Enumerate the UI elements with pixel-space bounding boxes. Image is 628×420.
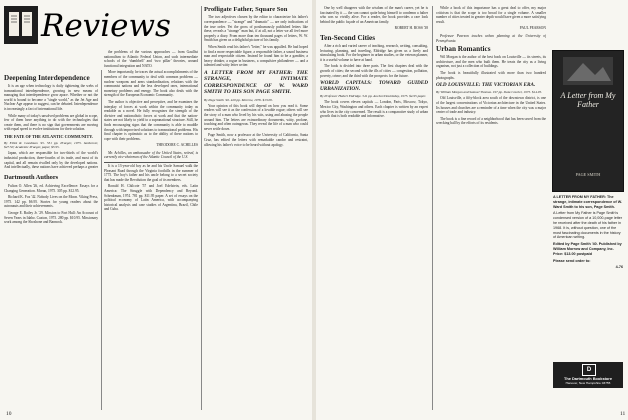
- book-cover-title: A Letter from My Father: [560, 91, 616, 109]
- section-heading: Ten-Second Cities: [320, 33, 376, 42]
- bookstore-location: Hanover, New Hampshire 03755: [565, 381, 611, 385]
- paragraph: It is an age when technology is daily tightening the webs of transnational interdependence, growing in new means of managing that interdependence grow apace. Whether or not the world is bound to become a "single world," as the Jet Age and Nuclear Age appear to suggest, can be debated. Interdependence is increasingly a fact of international life.: [4, 84, 98, 111]
- book-title: WORLD CAPITALS: TOWARD GUIDED URBANIZATION.: [320, 80, 428, 93]
- bibliography: By William Morgan and Samuel Thomas. 197 pp. Data Courier, 1975. $14.95.: [436, 90, 543, 95]
- page-number-left: 10: [6, 411, 12, 417]
- bibliography: By Elliot R. Goodman '45. 531 pp. Praeger, 1975. hardcover, $27.50; Academic Praeger, paper, $3.95.: [4, 140, 98, 150]
- book-cover-author: PAGE SMITH: [575, 172, 601, 177]
- column-divider: [432, 6, 433, 410]
- reviewer-note: Mr. Achilles, an ambassador of the United States, retired, is currently vice-chairman of the Atlantic Council of the U.S.: [104, 150, 198, 160]
- paragraph: More importantly, he traces the actual accomplishments of the members of the community to deal with common problems — nuclear weapons and arms standardization, relations with the communist nations and the less developed ones, international monetary problems and energy. The book also deals with the strength of the European Economic Community.: [104, 70, 198, 98]
- paragraph: The book covers eleven capitals — London, Paris, Moscow, Tokyo, Mexico City, Washington and others. Each chapter is written by an expert who lives in the city concerned. The result is a comparative study of urban growth that is both readable and informative.: [320, 100, 428, 119]
- left-page: [0, 0, 312, 420]
- paragraph: Page Smith, now a professor at the University of California, Santa Cruz, has edited the letters with remarkable candor and restraint, allowing his father's voice to be heard without apology.: [204, 133, 308, 147]
- paragraph: While many of today's unsolved problems are global in scope, few of them have anything to do with the technologies that create them, and there is no sign that governments are moving with equal speed to evolve institutions for their solution.: [4, 113, 98, 132]
- bookstore-name: The Dartmouth Bookstore: [564, 376, 612, 381]
- book-title: THE FATE OF THE ATLANTIC COMMUNITY.: [4, 133, 93, 139]
- column-1: [4, 72, 98, 170]
- author-entry: Richard K. Fox '42. Nobody Lives on the Moon. Viking Press, 1975. 142 pp. $6.95. Stories for young readers about the astronauts and their achievements.: [4, 195, 98, 209]
- paragraph: Japan, which are responsible for two-thirds of the world's industrial production, three-fourths of its trade, and most of its capital, and all remain rivalled only by the developed nations. And intellectually, these nations have achieved perhaps a greater: [4, 151, 98, 170]
- paragraph: Your opinion of this book will depend on how you read it. Some readers will see it as the confession of a lovable rogue; others will see the story of a man who lived by his wits, using and abusing the people around him. The letters are extraordinary documents, witty, profane, touching and often outrageous. They reveal the life of a man who could never settle down.: [204, 103, 308, 131]
- page-number-right: 11: [620, 411, 626, 417]
- paragraph: The book is beautifully illustrated with more than two hundred photographs.: [436, 70, 546, 80]
- paragraph: The two adjectives chosen by the editor to characterize his father's correspondence — "strange" and "dramatic" — are only indications of the true order. Yet the gross of posthumously published letters like these, reveals a "strange" man but, if at all, not a letter we all feel more properly a diary. From more than ten thousand pages of letters, W. W. Smith has given us a delightful picture of his family.: [204, 15, 308, 43]
- ad-order: Please send order to:: [553, 258, 591, 263]
- paragraph: When Smith read his father's "letter," he was appalled. He had hoped to find a more respectable figure, a responsible father, a sound business man and respectable citizen. Instead he found him to be a gambler, a heavy drinker, a rogue in business, a compulsive philanderer — and a talented and witty letter writer.: [204, 44, 308, 68]
- reviewer-note: Professor Pearson teaches urban planning at the University of Pennsylvania.: [436, 33, 546, 43]
- column-2: [104, 50, 198, 412]
- ad-headline: A LETTER FROM MY FATHER: The strange, intimate correspondence of W. Ward Smith to his son, Page Smith.: [553, 195, 623, 209]
- paragraph: It is a 13-year-old boy as he and his Uncle Samuel walk the Pleasant Road through the Virginia foothills in the summer of 1775. The boy's father and his uncle belong to a secret society that has made the Revolution the goal of its members.: [104, 164, 198, 182]
- paragraph: Ronald H. Chilcote '57 and Joel Edelstein, eds. Latin America: The Struggle with Dependency and Beyond. Schenkman, 1974. 781 pp. $11.95 paper. A set of essays on the political economy of Latin America, with accompanying historical analysis and case studies of Argentina, Brazil, Chile and Cuba.: [104, 184, 198, 212]
- page-title: Reviews: [41, 8, 171, 44]
- bookstore-logo: [553, 362, 623, 388]
- rule: [104, 162, 198, 163]
- reviewer-signature: PAUL PEARSON: [519, 26, 546, 31]
- column-4: [320, 6, 428, 410]
- column-1b: [4, 172, 98, 410]
- bibliography: By Professor Hubert Eldridge. 541 pp. Anchor/Doubleday, 1975. $4.95 paper.: [320, 94, 426, 99]
- paragraph: While a book of this importance has a great deal to offer, my major criticism is that the scope is too broad for a single volume. A smaller number of cities treated in greater depth would have given a more satisfying result.: [436, 6, 546, 24]
- paragraph: The author is objective and perceptive, and he examines the interplay of forces at work within the community today as readable as a novel. He fully recognizes the strength of the divisive and nationalistic forces at work and that the nation-states are not likely to yield to a supranational structure. Still, he finds encouraging signs that the community is able to muddle through with improvised solutions to transnational problems. His final chapter is optimistic as to the ability of these nations to cope with their problems.: [104, 99, 198, 141]
- book-title: OLD LOUISVILLE: THE VICTORIAN ERA.: [436, 82, 536, 89]
- bibliography: By Page Smith '40. 420 pp. Morrow, 1976. $13.00.: [204, 97, 273, 102]
- section-heading: Deepening Interdependence: [4, 74, 90, 82]
- paragraph: One by well disagrees with the wisdom of the man's career, yet he is fascinated by it — the son cannot quite bring himself to condemn a father who was so vividly alive. For a reader, the book provides a rare look behind the public façade of an American family.: [320, 6, 428, 24]
- ad-body: A Letter from My Father is Page Smith's condensed version of a 10,000-page letter he received after the death of his father in 1968. It is, without question, one of the most fascinating documents in the history of American writing.: [553, 211, 623, 240]
- advertisement: [553, 195, 623, 270]
- reviewer-signature: ROBERT H. ROSS '38: [394, 26, 428, 31]
- paragraph: The book is divided into three parts. The first chapters deal with the growth of cities; the second with the ills of cities — congestion, pollution, poverty, crime; and the third with the prospects for the future.: [320, 64, 428, 78]
- paragraph: Wil Morgan is the author of the best book on Louisville — its streets, its architecture, and the men who built them. He treats the city as a living organism, not just a collection of buildings.: [436, 55, 546, 69]
- review-title: Profligate Father, Square Son: [204, 6, 288, 13]
- section-heading: Urban Romantics: [436, 45, 491, 54]
- column-divider: [101, 70, 102, 410]
- paragraph: After a rich and varied career of teaching, research, writing, consulting, lecturing, planning, and traveling, Eldridge has given us a lively and stimulating book. For the beginner in urban studies, or the veteran planner, it is a useful volume to have at hand.: [320, 43, 428, 62]
- ad-edited: Edited by Page Smith '40. Published by William Morrow and Company, Inc. Price: $13.00 postpaid: [553, 242, 622, 256]
- column-divider: [201, 6, 202, 410]
- section-heading: Dartmouth Authors: [4, 174, 59, 181]
- reviewer-signature: THEODORE C. ACHILLES: [156, 143, 198, 148]
- book-cover-image: [552, 50, 624, 192]
- bookstore-mark-icon: D: [582, 364, 596, 376]
- book-title: A LETTER FROM MY FATHER: THE STRANGE, INTIMATE CORRESPONDENCE OF W. WARD SMITH TO HIS SON PAGE SMITH.: [204, 69, 308, 96]
- ad-code: 4-76: [615, 265, 623, 270]
- author-entry: Fulton O. Allen '26, ed. Achieving Excellence: Essays for a Changing Generation. Moran, 1975. 305 pp. $12.95.: [4, 184, 98, 193]
- column-5: [436, 6, 546, 410]
- book-logo-icon: [4, 6, 38, 44]
- column-3: [204, 6, 308, 410]
- paragraph: The book is a fine record of a neighborhood that has been saved from the wrecking ball by the efforts of its residents.: [436, 116, 546, 126]
- paragraph: the problems of the various approaches — from Gaullist nationalism to Atlantic Federal Union, and such intermediate schools of the ‘dumbbell’ and ‘two pillar’ theories, around functional integration and NATO.: [104, 50, 198, 68]
- paragraph: Old Louisville, a fifty-block area south of the downtown district, is one of the largest concentrations of Victorian architecture in the United States. Its houses and churches are a reminder of a time when the city was a major center of trade and industry.: [436, 96, 546, 115]
- author-entry: George E. Bailey Jr. '29. Mission to Fort Hall: An Account of Seven Years in Idaho. Caxton, 1975. 280 pp. $10.95. Missionary work among the Shoshone and Bannock.: [4, 210, 98, 225]
